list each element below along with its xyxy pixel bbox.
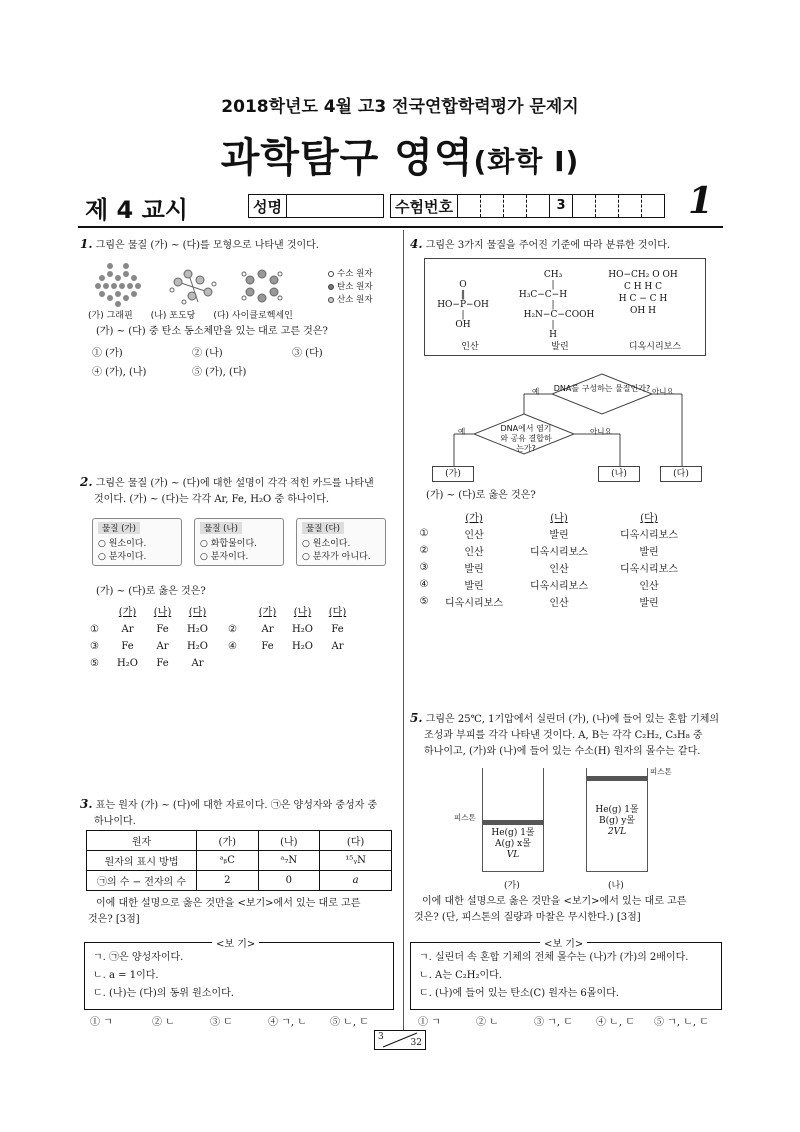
q4-text: 그림은 3가지 물질을 주어진 기준에 따라 분류한 것이다. (425, 240, 671, 251)
svg-text:C H H C: C H H C (623, 282, 663, 292)
q5-bogi-2: ㄴ. A는 C₂H₂이다. (419, 970, 502, 981)
q4-option-2[interactable]: ② 인산 디옥시리보스 발린 (419, 545, 659, 558)
q2-option-4[interactable]: ④ (228, 641, 237, 652)
q2-question: (가) ~ (다)로 옳은 것은? (96, 586, 206, 597)
q5-option-4[interactable]: ④ ㄴ, ㄷ (596, 1017, 635, 1028)
q3-text2: 하나이다. (94, 816, 136, 827)
legend-oxygen: 산소 원자 (337, 295, 373, 305)
q3-bogi-box (84, 942, 394, 1010)
q4-option-5[interactable]: ⑤ 디옥시리보스 인산 발린 (419, 596, 659, 609)
q3-option-1[interactable]: ① ㄱ (90, 1017, 113, 1028)
piston-na (587, 776, 647, 781)
q3-bogi-2: ㄴ. a = 1이다. (93, 970, 159, 981)
q3-options (90, 1013, 400, 1028)
exam-number-cells (458, 195, 664, 217)
q4-question: (가) ~ (다)로 옳은 것은? (426, 490, 536, 501)
column-divider (403, 230, 404, 1030)
page-indicator (374, 1030, 426, 1050)
svg-text:‖: ‖ (460, 290, 466, 300)
svg-text:|: | (551, 300, 555, 310)
flow-result-da: (다) (660, 466, 702, 482)
header-rule (78, 226, 723, 228)
q2-options: (가) (나) (다) (가) (나) (다) ① Ar Fe H₂O ② Ar H₂O Fe ③ Fe Ar H₂O ④ Fe H₂O Ar ⑤ H₂O Fe Ar (90, 604, 390, 672)
cyl-label-ga: (가) (504, 881, 520, 891)
card-ga-line1: ○ 원소이다. (98, 539, 147, 549)
q5-option-3[interactable]: ③ ㄱ, ㄷ (534, 1017, 573, 1028)
svg-text:H₂N−C−COOH: H₂N−C−COOH (523, 310, 595, 320)
exam-title (0, 126, 800, 183)
label-glucose: (나) 포도당 (150, 311, 196, 321)
name-field[interactable] (287, 195, 383, 217)
exam-number-label: 수험번호 (391, 195, 458, 217)
glucose-model (170, 270, 216, 304)
q2-cards (92, 518, 386, 566)
title-sub: (화학 Ⅰ) (473, 145, 580, 178)
q5-text2: 조성과 부피를 각각 나타낸 것이다. A, B는 각각 C₂H₂, C₃H₈ 중 (424, 730, 703, 741)
card-na-line1: ○ 화합물이다. (200, 539, 258, 549)
label-deoxyribose: 디옥시리보스 (628, 342, 682, 352)
q4-options: (가) (나) (다) ① 인산 발린 디옥시리보스 ② 인산 디옥시리보스 발린 ③ 발린 인산 디옥시리보스 ④ 발린 디옥시리보스 인산 ⑤ 디옥시리보스 인산 발린 (414, 508, 694, 610)
q1-legend (328, 268, 373, 307)
flow-yes-1: 예 (532, 387, 540, 396)
card-ga-title: 물질 (가) (98, 522, 140, 534)
q3-bogi-title: <보 기> (212, 935, 259, 950)
exam-number-digit: 3 (550, 195, 573, 217)
title-main: 과학탐구 영역 (220, 135, 474, 181)
q3-stem (80, 796, 395, 830)
q4-option-3[interactable]: ③ 발린 인산 디옥시리보스 (419, 562, 678, 575)
piston-label-ga: 피스톤 (454, 813, 476, 822)
q3-text1: 표는 원자 (가) ~ (다)에 대한 자료이다. ㉠은 양성자와 중성자 중 (95, 800, 378, 811)
name-box (248, 194, 384, 218)
q4-option-4[interactable]: ④ 발린 디옥시리보스 인산 (419, 579, 659, 592)
q3-number: 3. (80, 797, 93, 811)
svg-text:H: H (549, 330, 557, 340)
card-na-line2: ○ 분자이다. (200, 552, 249, 562)
q2-text2: 것이다. (가) ~ (다)는 각각 Ar, Fe, H₂O 중 하나이다. (94, 494, 330, 505)
page-total: 32 (410, 1038, 422, 1048)
q3-question: 이에 대한 설명으로 옳은 것만을 <보기>에서 있는 대로 고른 것은? [3점] (88, 898, 361, 925)
card-da (296, 518, 386, 566)
q4-stem (410, 236, 670, 254)
q2-option-2[interactable]: ② (228, 624, 237, 635)
q2-stem (80, 474, 395, 508)
q3-option-2[interactable]: ② ㄴ (152, 1017, 175, 1028)
label-phosphoric-acid: 인산 (461, 342, 479, 352)
q2-number: 2. (80, 475, 93, 489)
q2-option-5[interactable]: ⑤ (90, 658, 99, 669)
q3-option-4[interactable]: ④ ㄱ, ㄴ (268, 1017, 307, 1028)
q2-text1: 그림은 물질 (가) ~ (다)에 대한 설명이 각각 적힌 카드를 나타낸 (95, 478, 374, 489)
q5-options (418, 1013, 728, 1028)
q5-bogi-title: <보 기> (540, 935, 587, 950)
label-graphene: (가) 그래핀 (88, 311, 133, 321)
q1-options (92, 344, 392, 378)
cyclohexane-model (242, 270, 282, 302)
q5-number: 5. (410, 711, 423, 725)
svg-text:H₃C−C−H: H₃C−C−H (518, 290, 568, 300)
svg-text:HO−CH₂ O OH: HO−CH₂ O OH (608, 270, 678, 280)
q1-model-labels (88, 308, 368, 321)
flow-result-na: (나) (598, 466, 640, 482)
card-ga-line2: ○ 분자이다. (98, 552, 147, 562)
graphene-model (95, 263, 141, 307)
flow-no-2: 아니요 (590, 427, 612, 436)
q5-question: 이에 대한 설명으로 옳은 것만을 <보기>에서 있는 대로 고른 것은? (단, 피스톤의 질량과 마찰은 무시한다.) [3점] (414, 896, 687, 923)
piston-ga (483, 820, 543, 825)
name-label: 성명 (249, 195, 287, 217)
flow-no-1: 아니요 (652, 387, 674, 396)
q3-option-5[interactable]: ⑤ ㄴ, ㄷ (330, 1017, 369, 1028)
q5-stem (410, 710, 725, 760)
svg-text:|: | (551, 320, 555, 330)
svg-text:OH: OH (455, 320, 471, 330)
label-cyclohexane: (다) 사이클로헥세인 (213, 311, 293, 321)
flow-result-ga: (가) (432, 466, 474, 482)
svg-text:CH₃: CH₃ (543, 270, 563, 280)
q5-option-5[interactable]: ⑤ ㄱ, ㄴ, ㄷ (654, 1017, 709, 1028)
page-current: 3 (378, 1032, 384, 1042)
q1-option-2[interactable]: ② (나) (192, 348, 223, 359)
q1-text: 그림은 물질 (가) ~ (다)를 모형으로 나타낸 것이다. (95, 240, 320, 251)
q4-molecule-panel (424, 258, 706, 356)
svg-text:|: | (551, 280, 555, 290)
svg-text:H C − C H: H C − C H (618, 294, 668, 304)
q4-number: 4. (410, 237, 423, 251)
q3-bogi-3: ㄷ. (나)는 (다)의 동위 원소이다. (93, 988, 234, 999)
card-ga (92, 518, 182, 566)
q5-bogi-3: ㄷ. (나)에 들어 있는 탄소(C) 원자는 6몰이다. (419, 988, 619, 999)
q3-option-3[interactable]: ③ ㄷ (210, 1017, 233, 1028)
svg-text:HO−P−OH: HO−P−OH (437, 300, 489, 310)
cylinder-na: He(g) 1몰 B(g) y몰 2VL (586, 768, 648, 872)
q1-molecule-models (88, 262, 328, 312)
exam-number-box (390, 194, 665, 218)
q1-option-4[interactable]: ④ (가), (나) (92, 367, 147, 378)
cyl-label-na: (나) (608, 881, 624, 891)
exam-subtitle: 2018학년도 4월 고3 전국연합학력평가 문제지 (221, 97, 579, 117)
q5-text3: 하나이고, (가)와 (나)에 들어 있는 수소(H) 원자의 몰수는 같다. (424, 746, 701, 757)
legend-carbon: 탄소 원자 (337, 282, 373, 292)
svg-text:O: O (459, 280, 467, 290)
q1-number: 1. (80, 237, 93, 251)
q5-text1: 그림은 25℃, 1기압에서 실린더 (가), (나)에 들어 있는 혼합 기체의 (425, 714, 720, 725)
q2-option-3[interactable]: ③ (90, 641, 99, 652)
card-da-line1: ○ 원소이다. (302, 539, 351, 549)
card-na (194, 518, 284, 566)
q3-bogi-1: ㄱ. ㉠은 양성자이다. (93, 952, 184, 963)
period-label: 제 4 교시 (85, 196, 188, 224)
flow-question-2: DNA에서 염기와 공유 결합하는가? (500, 424, 552, 453)
legend-hydrogen: 수소 원자 (337, 269, 373, 279)
card-da-line2: ○ 분자가 아니다. (302, 552, 371, 562)
label-valine: 발린 (551, 342, 569, 352)
flow-question-1: DNA를 구성하는 물질인가? (553, 384, 651, 393)
q5-bogi-box (410, 942, 722, 1010)
q1-stem (80, 236, 319, 254)
q1-option-5[interactable]: ⑤ (가), (다) (192, 367, 247, 378)
flow-yes-2: 예 (458, 427, 466, 436)
q5-option-1[interactable]: ① ㄱ (418, 1017, 441, 1028)
cylinder-ga: He(g) 1몰 A(g) x몰 VL (482, 768, 544, 872)
svg-text:OH H: OH H (630, 306, 656, 316)
page-number: 1 (688, 180, 714, 222)
q5-option-2[interactable]: ② ㄴ (476, 1017, 499, 1028)
svg-text:|: | (461, 310, 465, 320)
q5-bogi-1: ㄱ. 실린더 속 혼합 기체의 전체 몰수는 (나)가 (가)의 2배이다. (419, 952, 689, 963)
q2-option-1[interactable]: ① (90, 624, 99, 635)
q4-option-1[interactable]: ① 인산 발린 디옥시리보스 (419, 528, 678, 541)
q1-question: (가) ~ (다) 중 탄소 동소체만을 있는 대로 고른 것은? (96, 326, 328, 337)
q1-option-3[interactable]: ③ (다) (292, 348, 323, 359)
q1-option-1[interactable]: ① (가) (92, 348, 123, 359)
piston-label-na: 피스톤 (650, 767, 672, 776)
card-da-title: 물질 (다) (302, 522, 344, 534)
card-na-title: 물질 (나) (200, 522, 242, 534)
q3-table: 원자 (가) (나) (다) 원자의 표시 방법 ᵃᵦC ᵃ₇N ¹⁵ᵧN ㉠의 수 − 전자의 수 2 0 a (86, 830, 392, 891)
